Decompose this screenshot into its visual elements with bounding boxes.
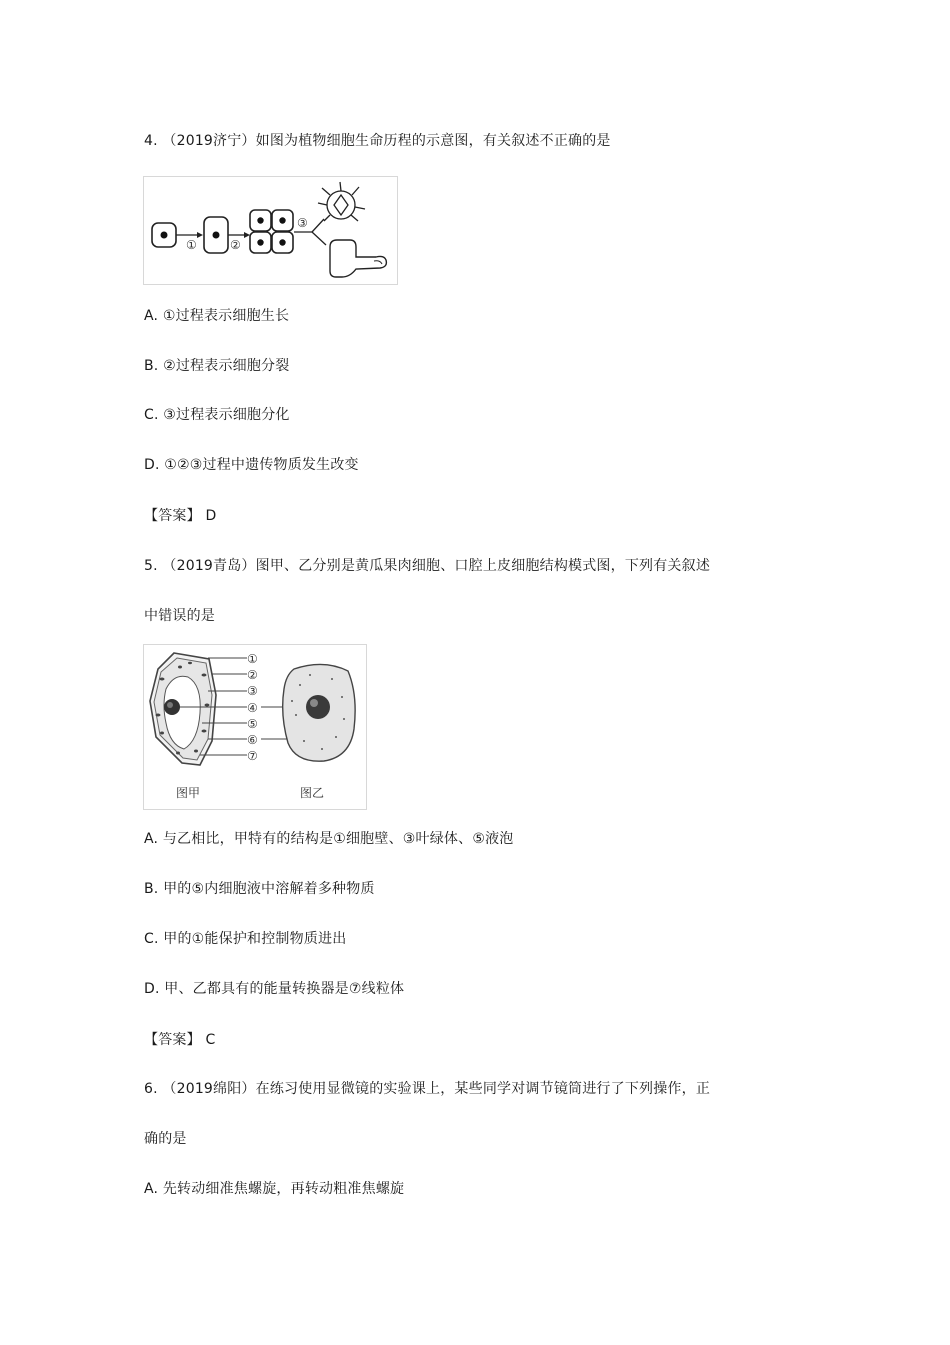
q4-option-d: D. ①②③过程中遗传物质发生改变 [144, 457, 359, 473]
q4-figure [143, 176, 398, 285]
label-6: ⑥ [247, 733, 258, 747]
label-3: ③ [247, 684, 258, 698]
plant-cell [150, 653, 216, 765]
marker-3: ③ [297, 216, 308, 230]
divided-cells [250, 210, 293, 253]
cell-structure-diagram [144, 645, 366, 809]
q5-answer: 【答案】 C [144, 1032, 216, 1048]
q5-option-a: A. 与乙相比，甲特有的结构是①细胞壁、③叶绿体、⑤液泡 [144, 831, 514, 847]
label-2: ② [247, 668, 258, 682]
cell-life-cycle-diagram [144, 177, 397, 284]
q6-stem-line2: 确的是 [144, 1131, 187, 1147]
label-1: ① [247, 652, 258, 666]
nucleus [213, 232, 220, 239]
nucleus [161, 232, 168, 239]
label-5: ⑤ [247, 717, 258, 731]
q5-option-c: C. 甲的①能保护和控制物质进出 [144, 931, 347, 947]
marker-2: ② [230, 238, 241, 252]
differentiated-cell-bottom [330, 240, 386, 277]
q4-option-c: C. ③过程表示细胞分化 [144, 407, 290, 423]
q6-stem-line1: 6. （2019绵阳）在练习使用显微镜的实验课上，某些同学对调节镜筒进行了下列操作，正 [144, 1081, 711, 1097]
marker-1: ① [186, 238, 197, 252]
structure-numbers [247, 652, 258, 763]
label-4: ④ [247, 701, 258, 715]
figure-label-right: 图乙 [300, 786, 325, 800]
figure-label-left: 图甲 [176, 786, 201, 800]
label-7: ⑦ [247, 749, 258, 763]
q4-stem: 4. （2019济宁）如图为植物细胞生命历程的示意图，有关叙述不正确的是 [144, 133, 611, 149]
q5-stem-line1: 5. （2019青岛）图甲、乙分别是黄瓜果肉细胞、口腔上皮细胞结构模式图，下列有关叙述 [144, 558, 711, 574]
q6-option-a: A. 先转动细准焦螺旋，再转动粗准焦螺旋 [144, 1181, 405, 1197]
differentiated-cell-top [318, 182, 365, 221]
q4-answer: 【答案】 D [144, 508, 217, 524]
q5-option-d: D. 甲、乙都具有的能量转换器是⑦线粒体 [144, 981, 405, 997]
animal-cell [283, 664, 355, 761]
q5-figure [143, 644, 367, 810]
q4-option-a: A. ①过程表示细胞生长 [144, 308, 290, 324]
q5-option-b: B. 甲的⑤内细胞液中溶解着多种物质 [144, 881, 375, 897]
q4-option-b: B. ②过程表示细胞分裂 [144, 358, 290, 374]
q5-stem-line2: 中错误的是 [144, 608, 215, 624]
